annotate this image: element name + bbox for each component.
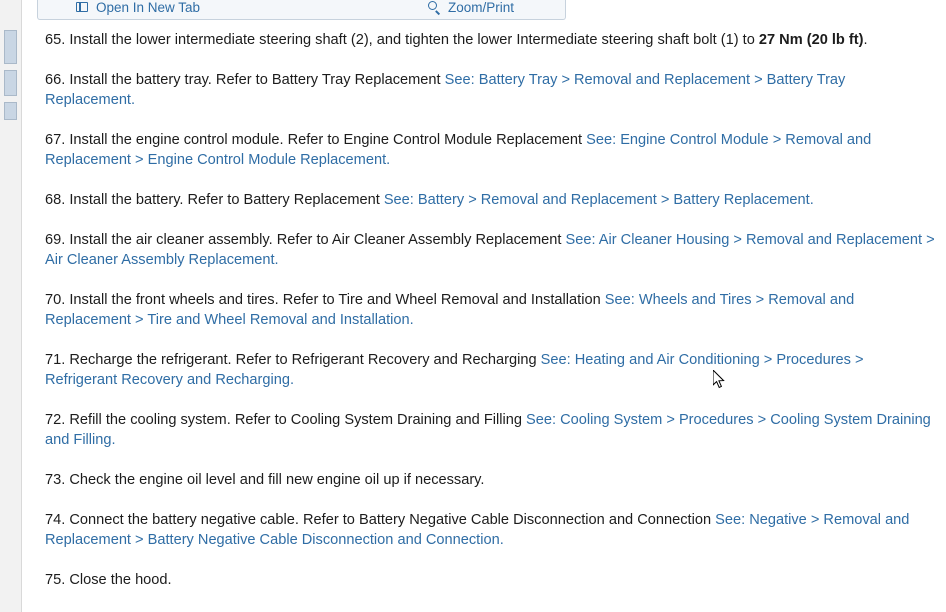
step-text: Check the engine oil level and fill new engine oil up if necessary.	[69, 472, 485, 488]
left-rail	[0, 0, 22, 612]
step-number: 70.	[45, 292, 66, 308]
document-toolbar	[37, 0, 566, 20]
step-text: Install the engine control module. Refer to Engine Control Module Replacement	[69, 132, 587, 148]
procedure-step	[45, 70, 935, 110]
step-text: Install the air cleaner assembly. Refer to Air Cleaner Assembly Replacement	[69, 232, 566, 248]
step-text: Install the battery tray. Refer to Battery Tray Replacement	[69, 72, 445, 88]
step-number: 67.	[45, 132, 66, 148]
step-number: 69.	[45, 232, 66, 248]
zoom-print-button[interactable]	[428, 0, 514, 15]
procedure-step	[45, 290, 935, 330]
cross-reference-link[interactable]: See: Air Cleaner Housing > Removal and Replacement > Air Cleaner Assembly Replacement.	[45, 232, 935, 268]
cross-reference-link[interactable]: See: Wheels and Tires > Removal and Replacement > Tire and Wheel Removal and Installation.	[45, 292, 855, 328]
step-text: .	[863, 32, 868, 48]
cross-reference-link[interactable]: See: Cooling System > Procedures > Cooling System Draining and Filling.	[45, 412, 931, 448]
procedure-step	[45, 570, 935, 590]
rail-thumbnail-2[interactable]	[4, 70, 17, 96]
step-text: Install the lower intermediate steering shaft (2), and tighten the lower Intermediate steering shaft bolt (1) to	[69, 32, 759, 48]
cross-reference-link[interactable]: See: Engine Control Module > Removal and Replacement > Engine Control Module Replacement.	[45, 132, 872, 168]
step-number: 66.	[45, 72, 66, 88]
procedure-step	[45, 470, 935, 490]
new-tab-icon	[76, 1, 90, 15]
procedure-step	[45, 350, 935, 390]
zoom-magnifier-icon	[428, 1, 442, 15]
step-number: 74.	[45, 512, 66, 528]
cross-reference-link[interactable]: See: Battery Tray > Removal and Replacement > Battery Tray Replacement.	[45, 72, 846, 108]
rail-thumbnail-3[interactable]	[4, 102, 17, 120]
procedure-step	[45, 130, 935, 170]
rail-thumbnail-1[interactable]	[4, 30, 17, 64]
step-text: Close the hood.	[69, 572, 172, 588]
step-text: Install the battery. Refer to Battery Replacement	[69, 192, 384, 208]
cross-reference-link[interactable]: See: Battery > Removal and Replacement > Battery Replacement.	[383, 192, 814, 208]
procedure-step	[45, 410, 935, 450]
cross-reference-link[interactable]: See: Heating and Air Conditioning > Procedures > Refrigerant Recovery and Recharging.	[45, 352, 864, 388]
procedure-step	[45, 230, 935, 270]
step-text: Refill the cooling system. Refer to Cooling System Draining and Filling	[69, 412, 527, 428]
torque-spec: 27 Nm (20 lb ft)	[758, 32, 864, 48]
open-in-new-tab-button[interactable]	[76, 0, 200, 15]
procedure-step-list	[45, 30, 935, 590]
step-number: 65.	[45, 32, 66, 48]
step-text: Recharge the refrigerant. Refer to Refrigerant Recovery and Recharging	[69, 352, 541, 368]
zoom-print-label: Zoom/Print	[448, 0, 515, 15]
step-number: 68.	[45, 192, 66, 208]
cross-reference-link[interactable]: See: Negative > Removal and Replacement > Battery Negative Cable Disconnection and Connection.	[45, 512, 910, 548]
step-text: Connect the battery negative cable. Refer to Battery Negative Cable Disconnection and Connection	[69, 512, 716, 528]
open-in-new-tab-label: Open In New Tab	[96, 0, 201, 15]
procedure-step	[45, 190, 935, 210]
step-number: 72.	[45, 412, 66, 428]
document-viewport	[23, 0, 946, 612]
step-text: Install the front wheels and tires. Refer to Tire and Wheel Removal and Installation	[69, 292, 605, 308]
procedure-step	[45, 510, 935, 550]
step-number: 75.	[45, 572, 66, 588]
step-number: 73.	[45, 472, 66, 488]
procedure-step	[45, 30, 935, 50]
step-number: 71.	[45, 352, 66, 368]
